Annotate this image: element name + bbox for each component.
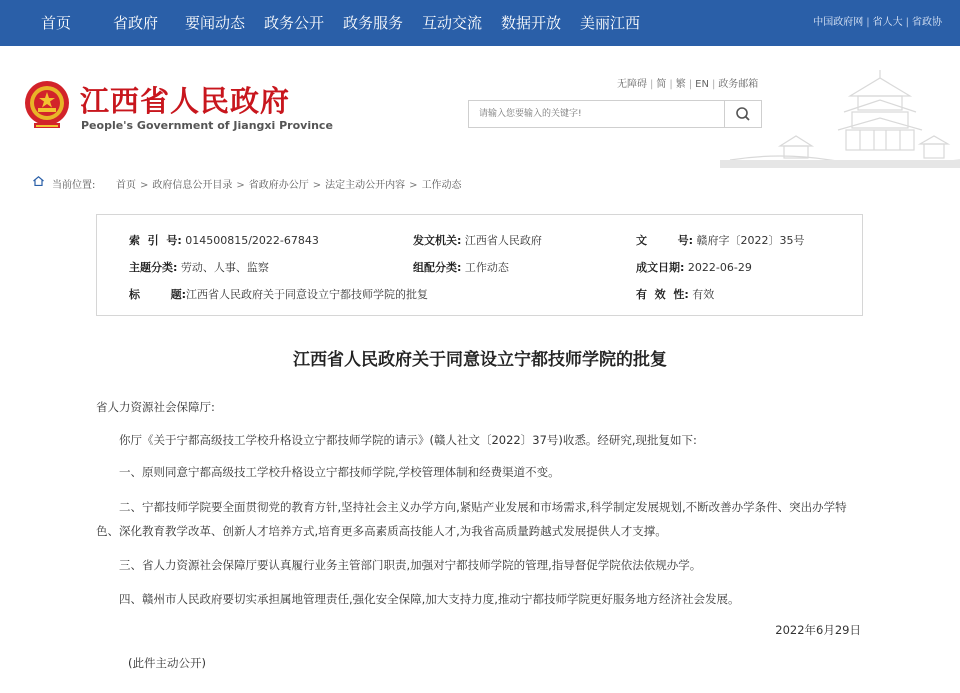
- site-header: [0, 46, 960, 168]
- link-accessibility[interactable]: 无障碍: [617, 79, 647, 90]
- meta-validity: [636, 286, 714, 302]
- top-right-links: 中国政府网 | 省人大 | 省政协: [813, 17, 942, 28]
- chevron-right-icon: >: [140, 180, 149, 191]
- meta-doc-no: [636, 232, 805, 248]
- meta-topic: [129, 259, 269, 275]
- chevron-right-icon: >: [236, 180, 245, 191]
- meta-subject-label: 标 题:: [129, 288, 187, 301]
- document-paragraph-1: 一、原则同意宁都高级技工学校升格设立宁都技师学院,学校管理体制和经费渠道不变。: [119, 465, 560, 479]
- breadcrumb-item-office[interactable]: 省政府办公厅: [248, 180, 309, 191]
- nav-item-interaction[interactable]: 互动交流: [422, 14, 483, 32]
- meta-issuer-value: 江西省人民政府: [464, 234, 542, 247]
- breadcrumb-trail: [116, 176, 462, 191]
- meta-index-no-value: 014500815/2022-67843: [185, 234, 319, 247]
- search-box: [468, 100, 762, 128]
- meta-date-label: 成文日期:: [636, 261, 685, 274]
- meta-date: [636, 259, 752, 275]
- nav-item-news[interactable]: 要闻动态: [185, 14, 246, 32]
- document-recipient: 省人力资源社会保障厅:: [96, 400, 215, 414]
- site-subtitle: People's Government of Jiangxi Province: [81, 119, 333, 132]
- breadcrumb-label: 当前位置:: [52, 180, 96, 191]
- meta-issuer-label: 发文机关:: [413, 234, 462, 247]
- chevron-right-icon: >: [312, 180, 322, 191]
- nav-item-gov-affairs-open[interactable]: 政务公开: [264, 14, 325, 32]
- national-emblem-icon: [22, 79, 72, 131]
- meta-index-no: [129, 232, 319, 248]
- tengwang-pavilion-illustration: [720, 56, 960, 168]
- utility-links: 无障碍 | 简 | 繁 | EN | 政务邮箱: [617, 79, 759, 90]
- document-paragraph-intro: 你厅《关于宁都高级技工学校升格设立宁都技师学院的请示》(赣人社文〔2022〕37号)收悉。经研究,现批复如下:: [119, 433, 697, 447]
- meta-topic-label: 主题分类:: [129, 261, 178, 274]
- meta-subject-value: 江西省人民政府关于同意设立宁都技师学院的批复: [186, 288, 429, 301]
- meta-index-no-label: 索 引 号:: [129, 234, 182, 247]
- meta-category-value: 工作动态: [464, 261, 509, 274]
- link-gov-mailbox[interactable]: 政务邮箱: [718, 79, 759, 90]
- breadcrumb: [0, 168, 960, 196]
- document-date: 2022年6月29日: [775, 623, 861, 637]
- meta-category-label: 组配分类:: [413, 261, 462, 274]
- nav-item-beautiful-jiangxi[interactable]: 美丽江西: [580, 14, 641, 32]
- meta-date-value: 2022-06-29: [687, 261, 752, 274]
- meta-validity-value: 有效: [692, 288, 715, 301]
- meta-issuer: [413, 232, 542, 248]
- nav-item-gov-services[interactable]: 政务服务: [343, 14, 404, 32]
- link-provincial-congress[interactable]: 省人大: [872, 17, 903, 28]
- document-paragraph-2: 二、宁都技师学院要全面贯彻党的教育方针,坚持社会主义办学方向,紧贴产业发展和市场需求,科学制定发展规划,不断改善办学条件、突出办学特色、深化教育教学改革、创新人才培养方式,培育更多高素质高技能人才,为我省高质量跨越式发展提供人才支撑。: [96, 500, 847, 538]
- meta-subject: [129, 286, 428, 302]
- breadcrumb-item-home[interactable]: 首页: [116, 180, 136, 191]
- meta-doc-no-value: 赣府字〔2022〕35号: [696, 234, 805, 247]
- nav-item-provincial-gov[interactable]: 省政府: [113, 14, 159, 32]
- meta-category: [413, 259, 509, 275]
- home-icon: [33, 176, 44, 186]
- breadcrumb-item-work-news[interactable]: 工作动态: [421, 180, 462, 191]
- link-simplified[interactable]: 简: [656, 79, 667, 90]
- breadcrumb-item-catalog[interactable]: 政府信息公开目录: [152, 180, 233, 191]
- site-title[interactable]: 江西省人民政府: [80, 84, 291, 118]
- search-input[interactable]: [469, 101, 729, 127]
- top-nav-bar: [0, 0, 960, 46]
- document-paragraph-4: 四、赣州市人民政府要切实承担属地管理责任,强化安全保障,加大支持力度,推动宁都技师学院更好服务地方经济社会发展。: [119, 592, 740, 606]
- link-traditional[interactable]: 繁: [675, 79, 686, 90]
- meta-doc-no-label: 文 号:: [636, 234, 694, 247]
- link-provincial-cppcc[interactable]: 省政协: [912, 17, 942, 28]
- document-title: 江西省人民政府关于同意设立宁都技师学院的批复: [293, 350, 667, 370]
- document-paragraph-3: 三、省人力资源社会保障厅要认真履行业务主管部门职责,加强对宁都技师学院的管理,指导督促学院依法依规办学。: [119, 558, 702, 572]
- nav-item-home[interactable]: 首页: [41, 14, 72, 32]
- document-meta-box: [96, 214, 863, 316]
- meta-topic-value: 劳动、人事、监察: [180, 261, 269, 274]
- meta-validity-label: 有 效 性:: [636, 288, 689, 301]
- disclosure-note: (此件主动公开): [128, 656, 206, 670]
- nav-item-open-data[interactable]: 数据开放: [501, 14, 562, 32]
- breadcrumb-item-statutory[interactable]: 法定主动公开内容: [325, 180, 406, 191]
- chevron-right-icon: >: [409, 180, 418, 191]
- link-english[interactable]: EN: [695, 79, 709, 90]
- link-china-gov[interactable]: 中国政府网: [813, 17, 864, 28]
